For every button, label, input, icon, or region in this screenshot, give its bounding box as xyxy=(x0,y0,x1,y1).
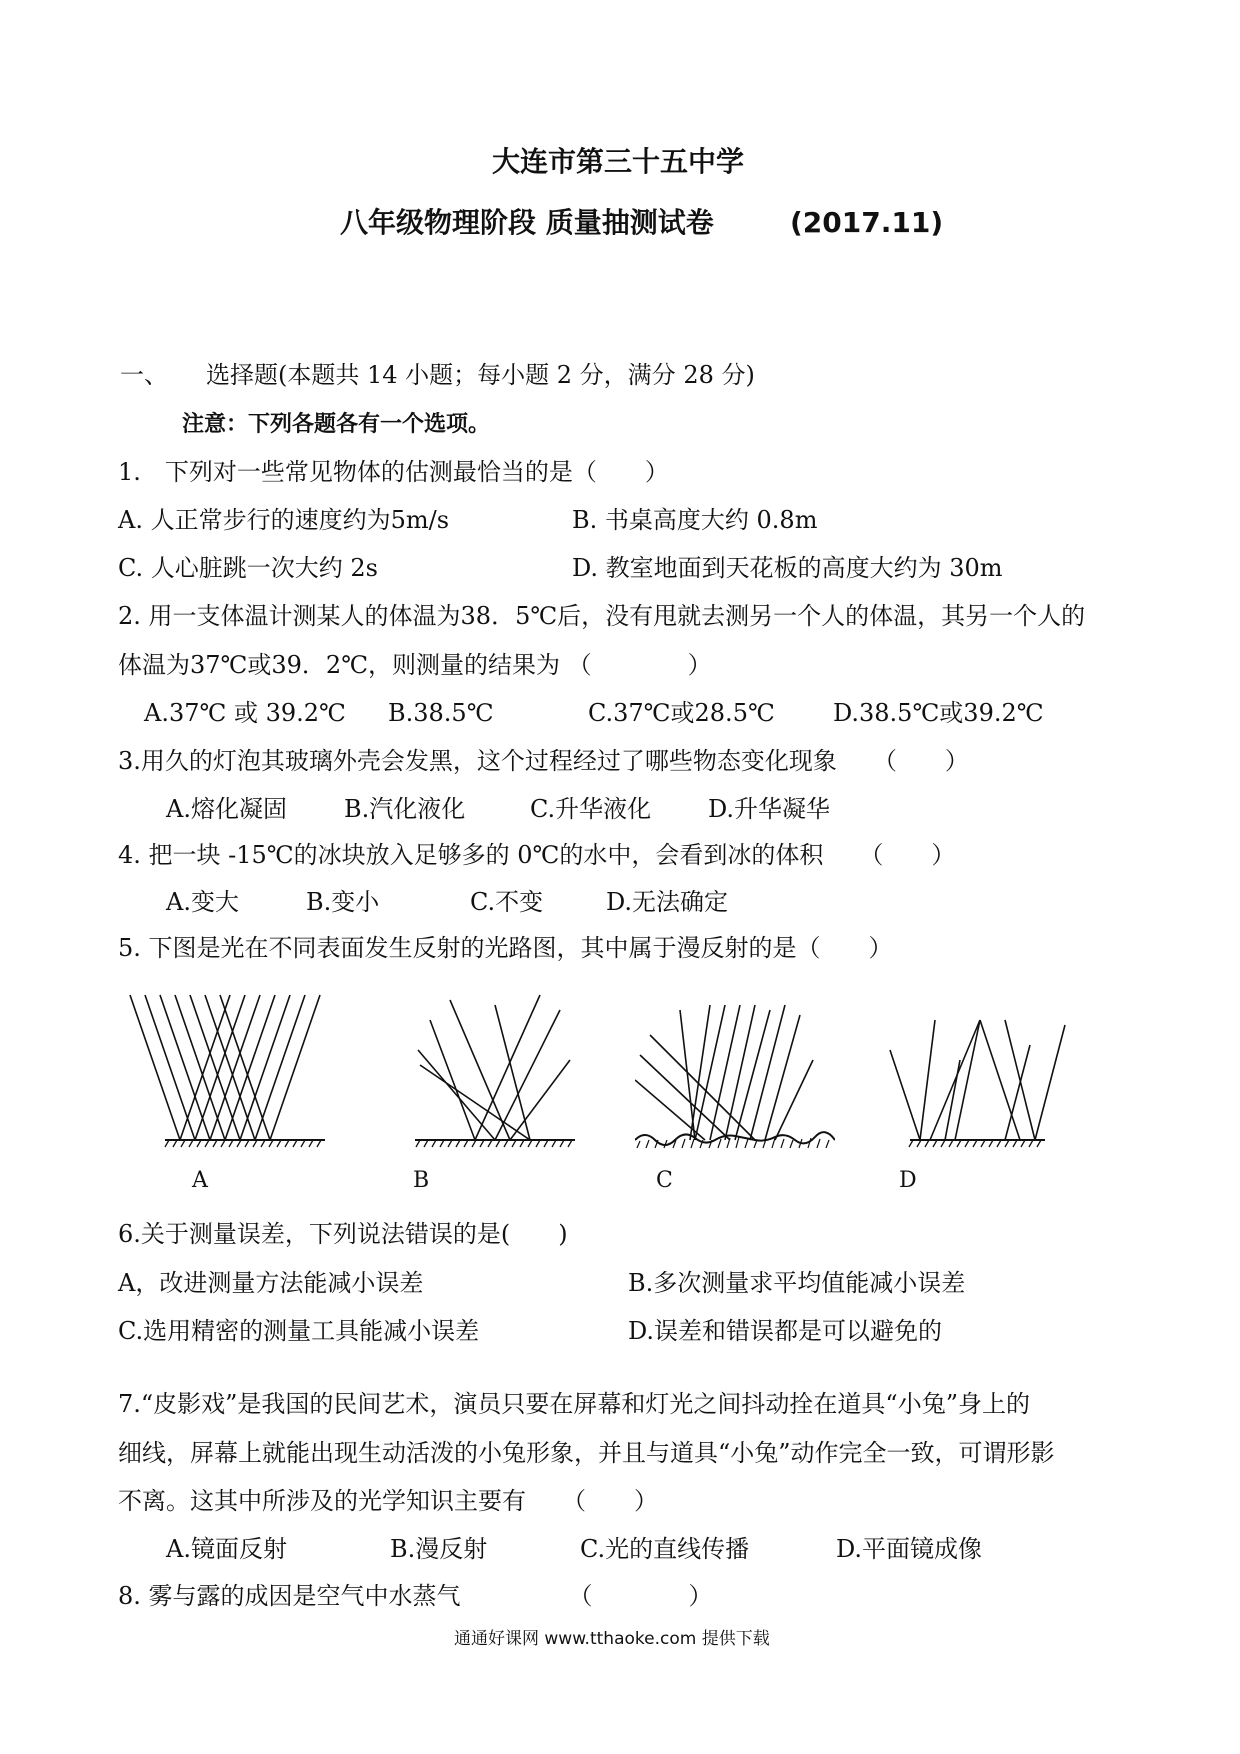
figure-c-rough-surface-reflection xyxy=(635,1000,835,1150)
q3-option-b: B.汽化液化 xyxy=(344,795,466,823)
figure-label-c: C xyxy=(656,1168,673,1193)
question-8-stem: 8. 雾与露的成因是空气中水蒸气 （ ） xyxy=(118,1582,713,1610)
q2-option-a: A.37℃ 或 39.2℃ xyxy=(144,699,346,727)
q7-option-d: D.平面镜成像 xyxy=(836,1535,983,1563)
figure-label-d: D xyxy=(899,1168,917,1193)
footer-download-source: 通通好课网 www.tthaoke.com 提供下载 xyxy=(454,1629,770,1649)
q3-option-d: D.升华凝华 xyxy=(708,795,831,823)
q4-option-c: C.不变 xyxy=(470,888,544,916)
question-7-stem-line2: 细线，屏幕上就能出现生动活泼的小兔形象，并且与道具“小兔”动作完全一致，可谓形影 xyxy=(118,1439,1055,1467)
q6-option-a: A，改进测量方法能减小误差 xyxy=(118,1269,424,1297)
exam-date: (2017.11) xyxy=(790,206,944,239)
q1-option-c: C. 人心脏跳一次大约 2s xyxy=(118,554,378,582)
question-4-stem: 4. 把一块 -15℃的冰块放入足够多的 0℃的水中，会看到冰的体积 （ ） xyxy=(118,841,956,869)
q2-option-d: D.38.5℃或39.2℃ xyxy=(833,699,1044,727)
exam-title: 八年级物理阶段 质量抽测试卷 xyxy=(340,206,714,239)
q1-option-d: D. 教室地面到天花板的高度大约为 30m xyxy=(572,554,1003,582)
question-2-stem-line1: 2. 用一支体温计测某人的体温为38．5℃后，没有甩就去测另一个人的体温，其另一个人的 xyxy=(118,602,1086,630)
q7-option-b: B.漫反射 xyxy=(390,1535,488,1563)
question-7-stem-line1: 7.“皮影戏”是我国的民间艺术，演员只要在屏幕和灯光之间抖动拴在道具“小兔”身上的 xyxy=(118,1390,1030,1418)
q3-option-c: C.升华液化 xyxy=(530,795,652,823)
q2-option-b: B.38.5℃ xyxy=(388,699,494,727)
figure-b-reflection xyxy=(410,990,580,1150)
section-number: 一、 xyxy=(120,361,168,389)
q4-option-a: A.变大 xyxy=(166,888,239,916)
q6-option-b: B.多次测量求平均值能减小误差 xyxy=(628,1269,966,1297)
question-3-stem: 3.用久的灯泡其玻璃外壳会发黑，这个过程经过了哪些物态变化现象 （ ） xyxy=(118,747,969,775)
q2-option-c: C.37℃或28.5℃ xyxy=(588,699,775,727)
q7-option-c: C.光的直线传播 xyxy=(580,1535,750,1563)
question-1-stem: 1. 下列对一些常见物体的估测最恰当的是（ ） xyxy=(118,458,669,486)
q6-option-c: C.选用精密的测量工具能减小误差 xyxy=(118,1317,480,1345)
q1-option-b: B. 书桌高度大约 0.8m xyxy=(572,506,818,534)
question-2-stem-line2: 体温为37℃或39．2℃，则测量的结果为 （ ） xyxy=(118,651,712,679)
figure-a-specular-reflection xyxy=(125,990,335,1150)
question-5-stem: 5. 下图是光在不同表面发生反射的光路图，其中属于漫反射的是（ ） xyxy=(118,934,893,962)
school-name: 大连市第三十五中学 xyxy=(492,145,745,178)
figure-d-reflection xyxy=(885,1005,1075,1150)
figure-label-b: B xyxy=(413,1168,430,1193)
q4-option-b: B.变小 xyxy=(306,888,380,916)
question-6-stem: 6.关于测量误差，下列说法错误的是( ) xyxy=(118,1220,568,1248)
q4-option-d: D.无法确定 xyxy=(606,888,729,916)
q7-option-a: A.镜面反射 xyxy=(166,1535,287,1563)
figure-label-a: A xyxy=(192,1168,208,1193)
q6-option-d: D.误差和错误都是可以避免的 xyxy=(628,1317,943,1345)
question-7-stem-line3: 不离。这其中所涉及的光学知识主要有 （ ） xyxy=(118,1487,658,1515)
section-heading: 选择题(本题共 14 小题；每小题 2 分，满分 28 分) xyxy=(206,361,755,389)
q3-option-a: A.熔化凝固 xyxy=(166,795,287,823)
section-note: 注意：下列各题各有一个选项。 xyxy=(182,412,491,437)
q1-option-a: A. 人正常步行的速度约为5m/s xyxy=(118,506,450,534)
